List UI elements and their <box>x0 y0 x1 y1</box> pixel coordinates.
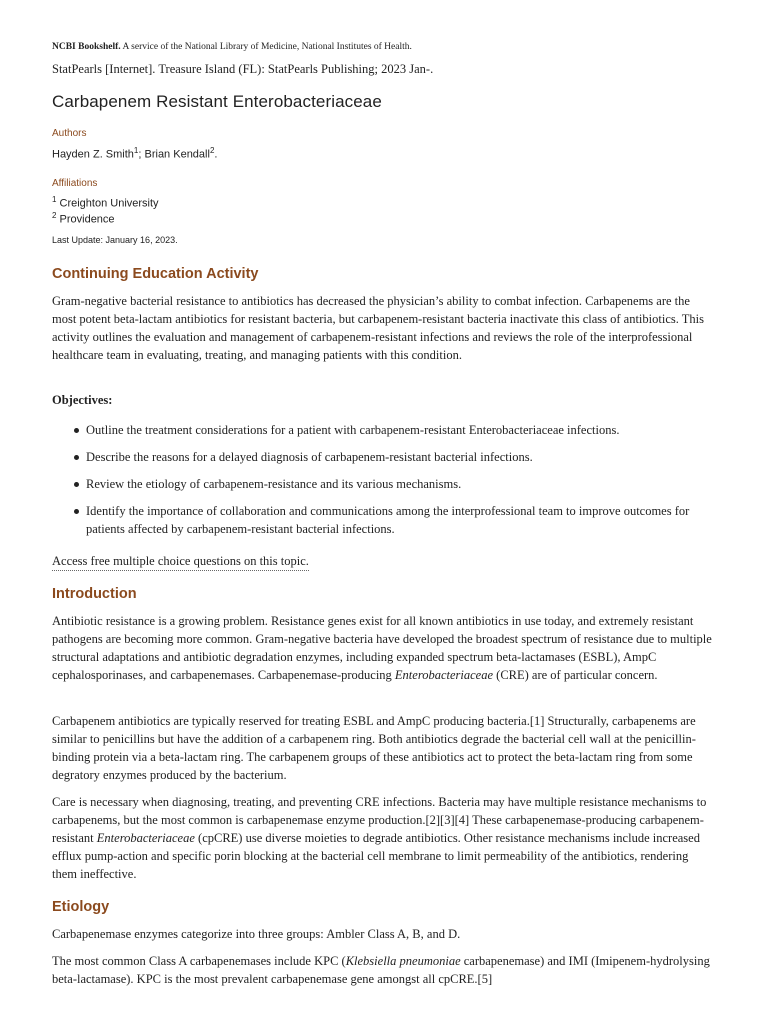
affiliations-label[interactable]: Affiliations <box>52 178 98 189</box>
authors-line <box>52 146 217 161</box>
ncbi-header-line <box>52 42 412 52</box>
affiliation-1-sup: 1 <box>52 195 57 204</box>
citation-line: StatPearls [Internet]. Treasure Island (FL): StatPearls Publishing; 2023 Jan-. <box>52 62 434 76</box>
last-update: Last Update: January 16, 2023. <box>52 235 178 245</box>
list-item: Outline the treatment considerations for a patient with carbapenem-resistant Enterobacteriaceae infections. <box>52 421 712 439</box>
author-2-sup: 2 <box>209 146 215 155</box>
author-1-sup: 1 <box>133 146 139 155</box>
author-separator: ; <box>138 148 145 161</box>
affiliation-2 <box>52 211 115 226</box>
ncbi-service-text: A service of the National Library of Medicine, National Institutes of Health. <box>120 42 412 52</box>
etiology-paragraph-2 <box>52 952 712 988</box>
cea-paragraph: Gram-negative bacterial resistance to antibiotics has decreased the physician’s ability to combat infection. Carbapenems are the most potent beta-lactam antibiotics for resistant bacteria, but carbapenem-resistant bacteria inactivate this class of antibiotics. This activity outlines the evaluation and management of carbapenem-resistant infections and reviews the role of the interprofessional healthcare team in evaluating, treating, and managing patients with this condition. <box>52 294 704 362</box>
list-item: Review the etiology of carbapenem-resistance and its various mechanisms. <box>52 475 712 493</box>
intro-p1-text-a: Antibiotic resistance is a growing problem. Resistance genes exist for all known antibiotics in use today, and extremely resistant pathogens are becoming more common. Gram-negative bacteria have developed the broadest spectrum of resistance due to multiple structural adaptations and antibiotic degradation enzymes, including expanded spectrum beta-lactamases (ESBL), AmpC cephalosporinases, and carbapenemases. Carbapenemase-producing <box>52 614 712 682</box>
list-item: Describe the reasons for a delayed diagnosis of carbapenem-resistant bacterial infections. <box>52 448 712 466</box>
author-end: . <box>214 148 218 161</box>
etiology-p2-text-b: carbapenemase) and IMI (Imipenem-hydrolysing beta-lactamase). KPC is the most prevalent carbapenemase gene amongst all cpCRE.[5] <box>52 954 710 986</box>
objectives-label: Objectives: <box>52 393 113 407</box>
introduction-paragraph-2: Carbapenem antibiotics are typically reserved for treating ESBL and AmpC producing bacteria.[1] Structurally, carbapenems are similar to penicillins but have the addition of a carbapenem ring. Both antibiotics degrade the bacterial cell wall at the penicillin-binding protein via a beta-lactam ring. The carbapenem groups of these antibiotics act to protect the beta-lactam ring from some degratory enzymes produced by the bacterium. <box>52 714 696 782</box>
etiology-paragraph-1: Carbapenemase enzymes categorize into three groups: Ambler Class A, B, and D. <box>52 927 461 941</box>
affiliation-1-text: Creighton University <box>56 197 159 210</box>
affiliation-2-sup: 2 <box>52 211 57 220</box>
list-item: Identify the importance of collaboration and communications among the interprofessional team to improve outcomes for patients affected by carbapenem-resistant bacterial infections. <box>52 502 712 538</box>
intro-p1-text-b: (CRE) are of particular concern. <box>493 668 658 682</box>
author-2: Brian Kendall <box>144 148 210 161</box>
introduction-heading: Introduction <box>52 586 137 602</box>
cea-heading: Continuing Education Activity <box>52 266 259 282</box>
etiology-heading: Etiology <box>52 899 110 915</box>
etiology-p2-text-a: The most common Class A carbapenemases include KPC ( <box>52 954 346 968</box>
authors-label[interactable]: Authors <box>52 128 87 139</box>
affiliation-1 <box>52 195 159 210</box>
author-1: Hayden Z. Smith <box>52 148 134 161</box>
page-title: Carbapenem Resistant Enterobacteriaceae <box>52 92 382 111</box>
ncbi-bookshelf-label[interactable]: NCBI Bookshelf. <box>52 42 121 52</box>
intro-p3-text-b: (cpCRE) use diverse moieties to degrade antibiotics. Other resistance mechanisms include increased efflux pump-action and specific porin blocking at the bacterial cell membrane to limit permeability of the antibiotics, rendering them ineffective. <box>52 831 700 881</box>
introduction-paragraph-3 <box>52 793 712 883</box>
affiliation-2-text: Providence <box>56 213 115 226</box>
intro-p3-text-a: Care is necessary when diagnosing, treating, and preventing CRE infections. Bacteria may have multiple resistance mechanisms to carbapenems, but the most common is carbapenemase enzyme production.[2][3][4] These carbapenemase-producing carbapenem-resistant <box>52 795 707 845</box>
introduction-paragraph-1 <box>52 612 712 684</box>
intro-p1-italic: Enterobacteriaceae <box>394 668 494 682</box>
intro-p3-italic: Enterobacteriaceae <box>96 831 195 845</box>
mcq-access-link[interactable]: Access free multiple choice questions on this topic. <box>52 552 309 571</box>
objectives-list <box>52 421 712 547</box>
etiology-p2-italic: Klebsiella pneumoniae <box>345 954 461 968</box>
